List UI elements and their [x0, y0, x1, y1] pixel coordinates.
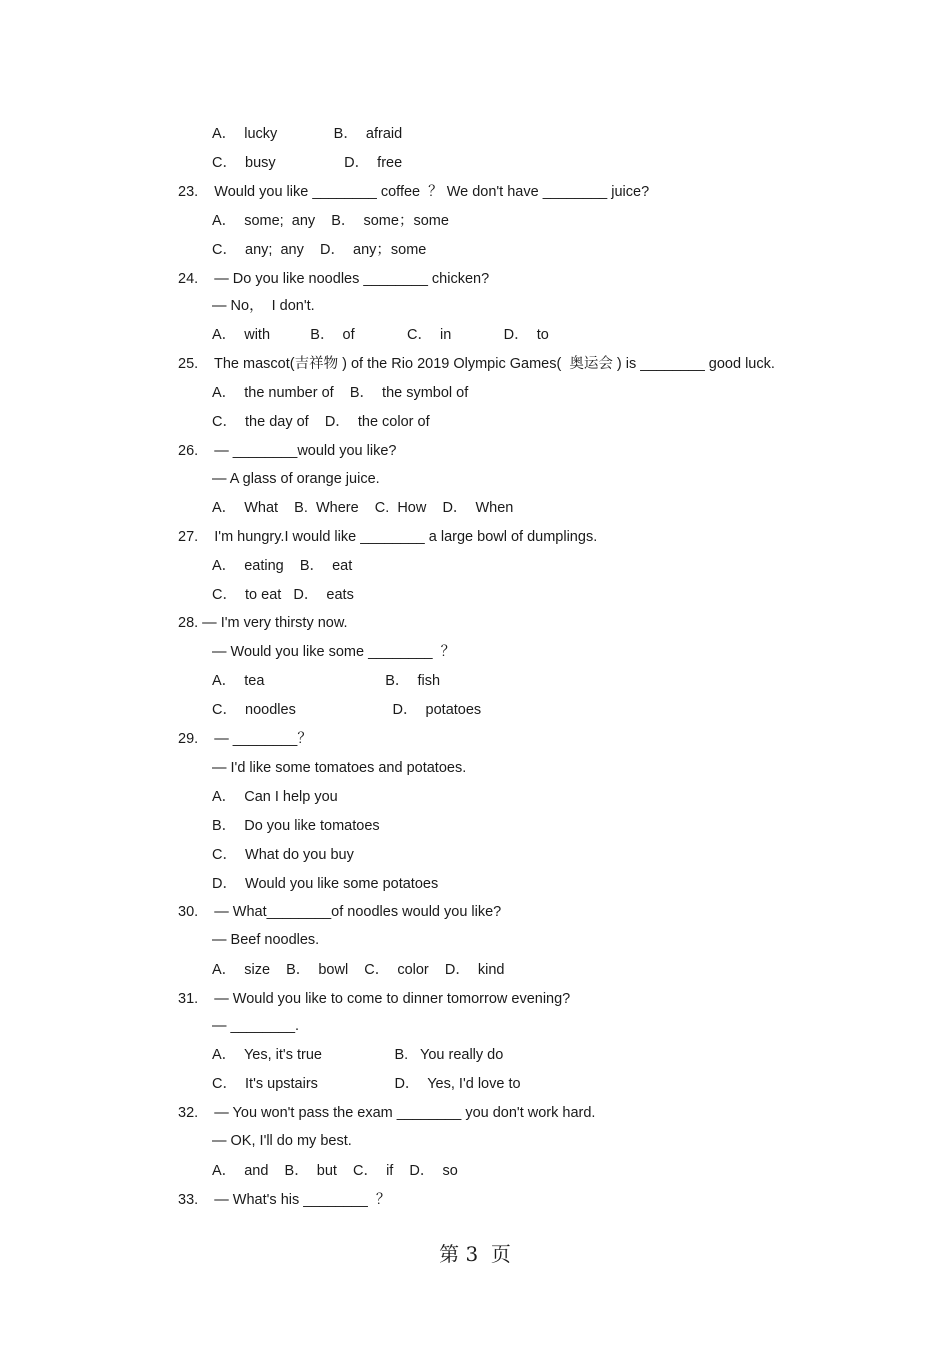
text-line: 25. The mascot(吉祥物 ) of the Rio 2019 Olympic Games( 奥运会 ) is ________ good luck. [178, 356, 775, 372]
text-line: A． and B． but C． if D． so [212, 1163, 458, 1179]
text-line: D． Would you like some potatoes [212, 876, 439, 892]
text-line: A． tea B． fish [212, 673, 441, 689]
text-line: — ________. [212, 1018, 300, 1034]
text-line: 30. — What________of noodles would you like? [178, 904, 502, 920]
text-line: 23. Would you like ________ coffee ？ We don't have ________ juice? [178, 184, 650, 200]
text-line: C． It's upstairs D． Yes, I'd love to [212, 1076, 521, 1092]
text-line: 26. — ________would you like? [178, 443, 397, 459]
text-line: — Beef noodles. [212, 932, 320, 948]
text-line: C． noodles D． potatoes [212, 702, 482, 718]
text-line: 29. — ________？ [178, 731, 312, 747]
text-line: A． Can I help you [212, 789, 338, 805]
page-footer: 第 3 页 [439, 1242, 511, 1266]
text-line: 27. I'm hungry.I would like ________ a large bowl of dumplings. [178, 529, 598, 545]
text-line: 28. — I'm very thirsty now. [178, 615, 348, 631]
text-line: C． to eat D． eats [212, 587, 354, 603]
text-line: 32. — You won't pass the exam ________ you don't work hard. [178, 1105, 596, 1121]
text-line: — I'd like some tomatoes and potatoes. [212, 760, 467, 776]
text-line: A． What B. Where C. How D． When [212, 500, 514, 516]
text-line: A． some; any B． some；some [212, 213, 449, 229]
text-line: A． size B． bowl C． color D． kind [212, 962, 505, 978]
text-line: — Would you like some ________ ？ [212, 644, 456, 660]
text-line: C． any; any D． any；some [212, 242, 427, 258]
text-line: 33. — What's his ________ ？ [178, 1192, 391, 1208]
text-line: 31. — Would you like to come to dinner tomorrow evening? [178, 991, 571, 1007]
text-line: — No， I don't. [212, 298, 315, 314]
text-line: 24. — Do you like noodles ________ chicken? [178, 271, 490, 287]
text-line: — A glass of orange juice. [212, 471, 380, 487]
text-line: A． Yes, it's true B. You really do [212, 1047, 504, 1063]
text-line: A． eating B． eat [212, 558, 353, 574]
text-line: A． the number of B． the symbol of [212, 385, 469, 401]
text-line: A． with B． of C． in D． to [212, 327, 549, 343]
text-line: C． the day of D． the color of [212, 414, 430, 430]
text-line: C． busy D． free [212, 155, 403, 171]
text-line: — OK, I'll do my best. [212, 1133, 352, 1149]
text-line: B． Do you like tomatoes [212, 818, 380, 834]
text-line: A． lucky B． afraid [212, 126, 403, 142]
text-line: C． What do you buy [212, 847, 354, 863]
